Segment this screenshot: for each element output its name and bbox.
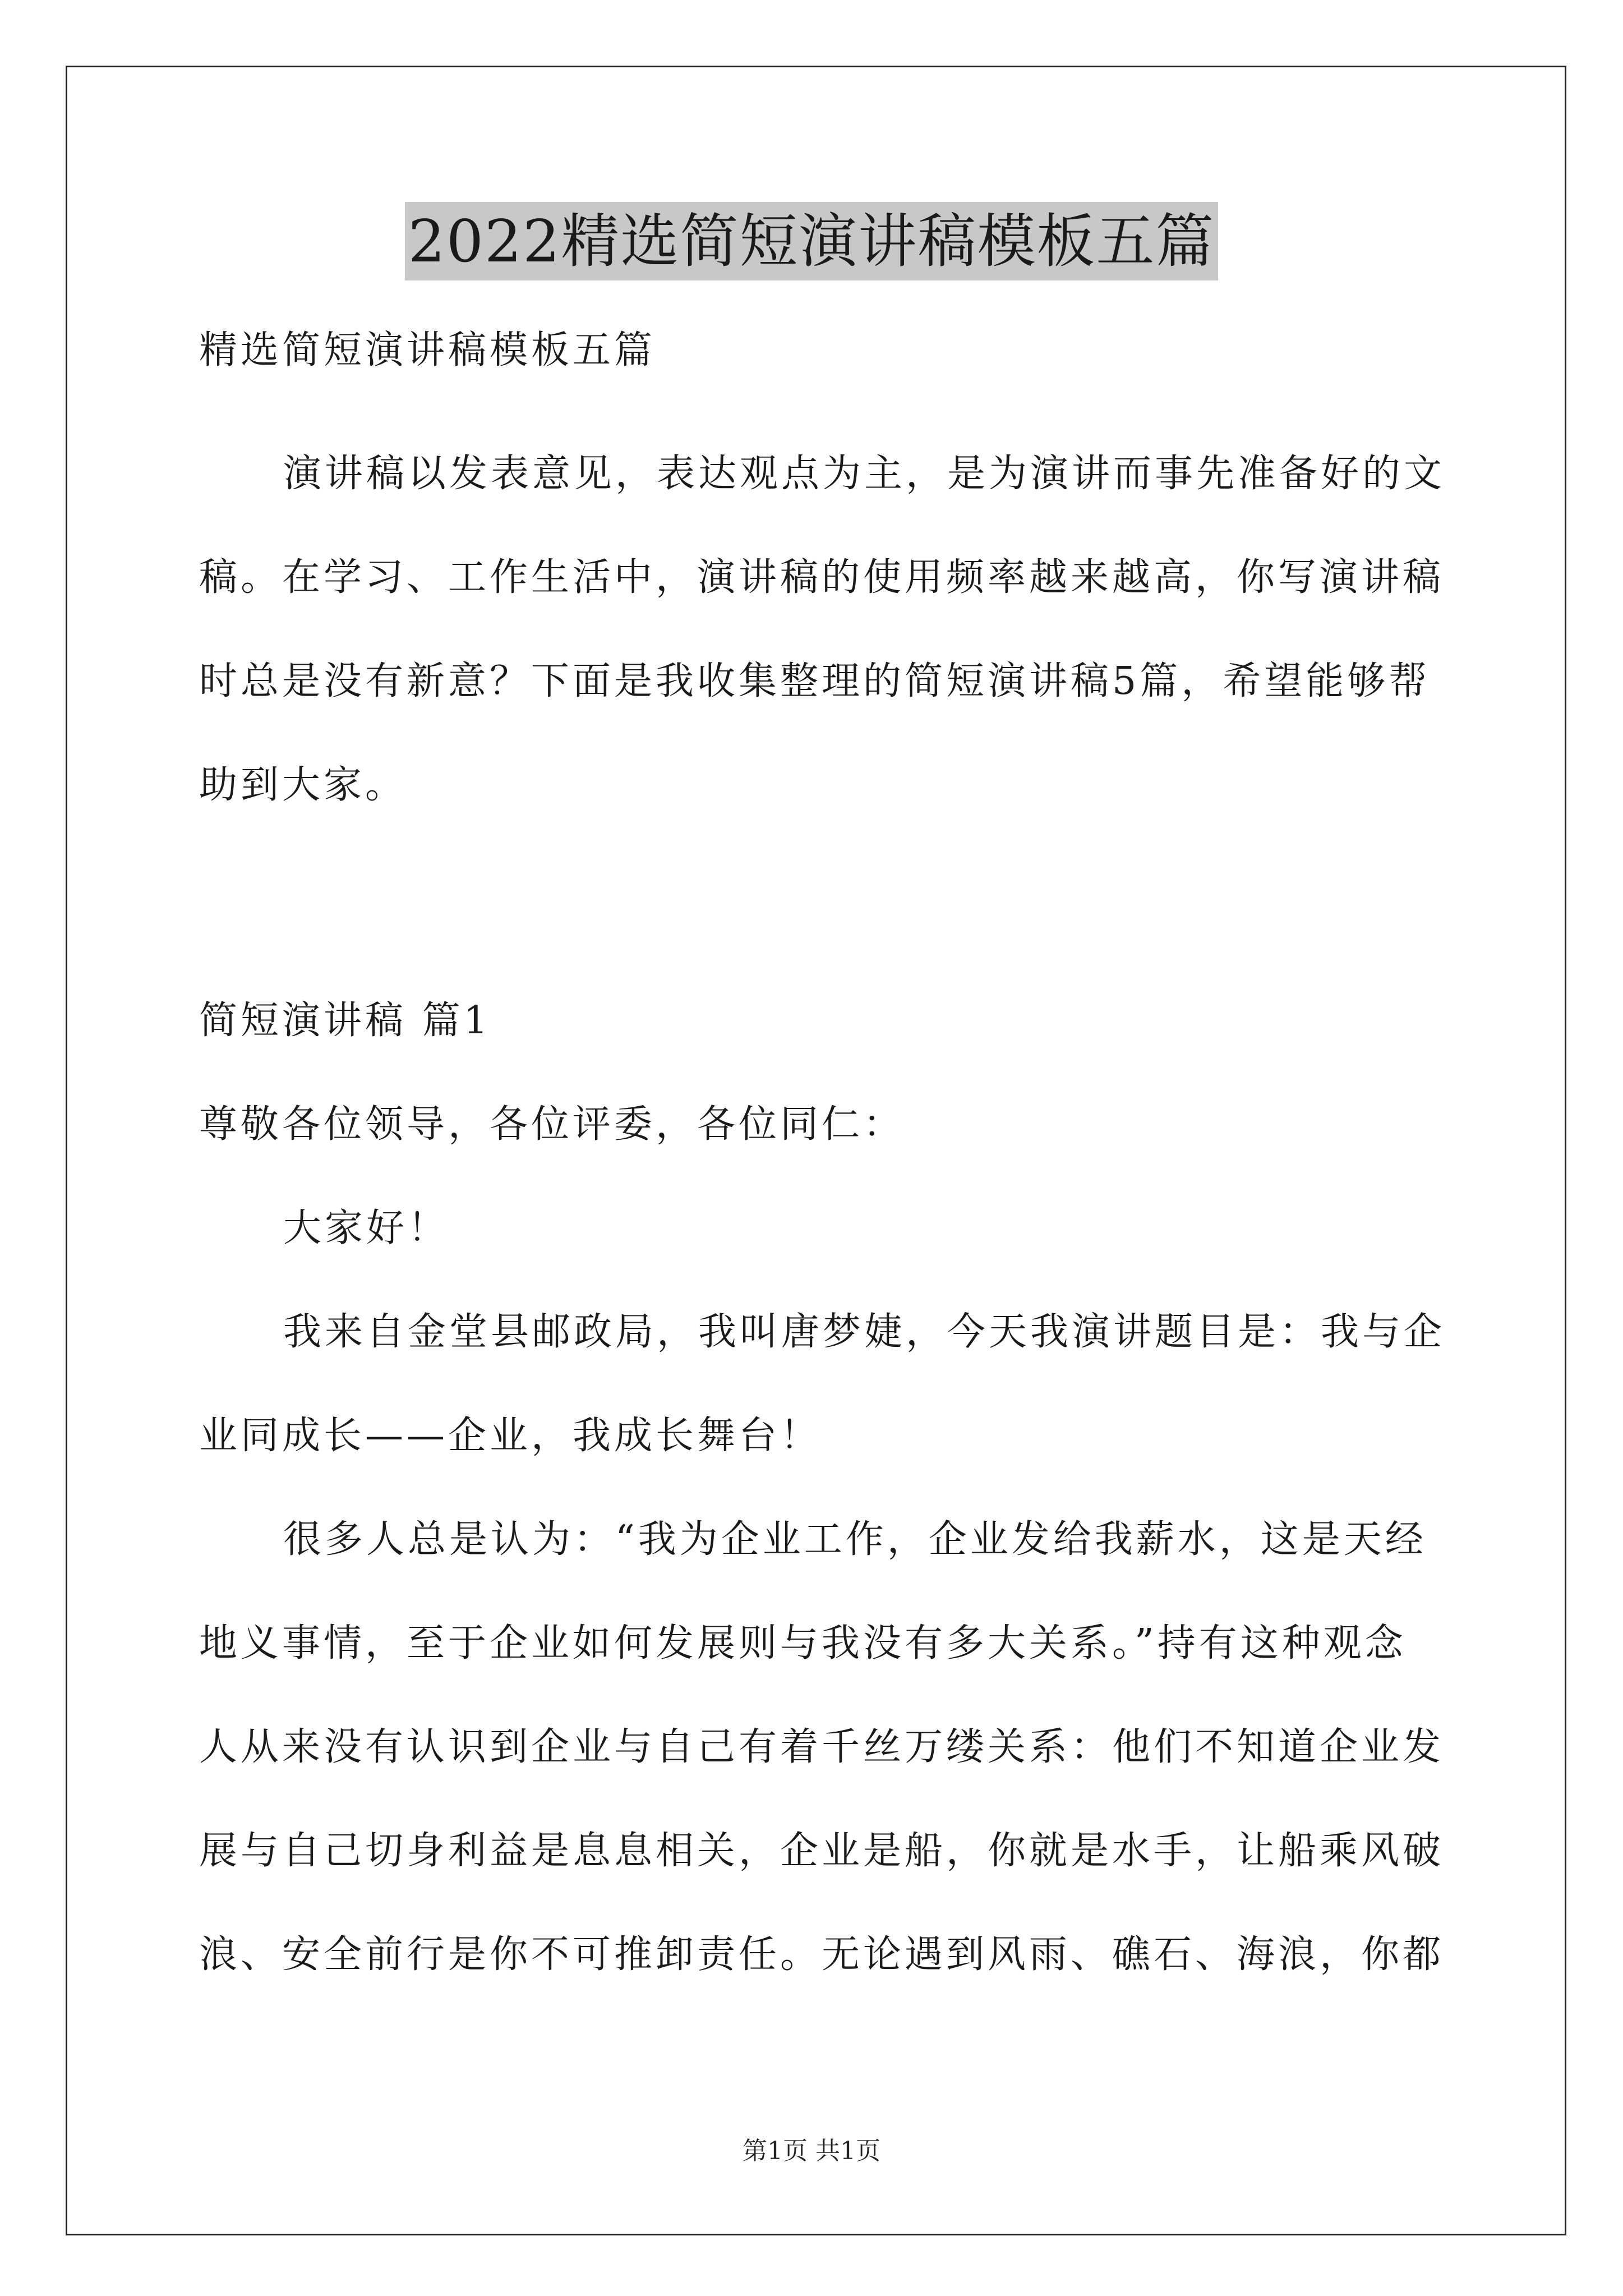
paragraph-line: 人从来没有认识到企业与自己有着千丝万缕关系：他们不知道企业发 xyxy=(199,1725,1445,1769)
paragraph-line: 浪、安全前行是你不可推卸责任。无论遇到风雨、礁石、海浪，你都 xyxy=(199,1932,1445,1977)
intro-line: 助到大家。 xyxy=(199,763,407,807)
greeting-line: 尊敬各位领导，各位评委，各位同仁： xyxy=(199,1102,905,1147)
paragraph-line: 我来自金堂县邮政局，我叫唐梦婕，今天我演讲题目是：我与企 xyxy=(283,1310,1446,1354)
hello-block xyxy=(199,1200,1433,1257)
page-footer: 第1页 共1页 xyxy=(743,2137,880,2165)
paragraph-line: 很多人总是认为：“我为企业工作，企业发给我薪水，这是天经 xyxy=(283,1517,1427,1562)
greeting-block xyxy=(199,1097,1433,1153)
intro-line: 稿。在学习、工作生活中，演讲稿的使用频率越来越高，你写演讲稿 xyxy=(199,555,1445,600)
paragraph-line: 地义事情，至于企业如何发展则与我没有多大关系。”持有这种观念 xyxy=(199,1621,1407,1665)
section-heading-block xyxy=(199,993,1433,1049)
paragraph-line: 业同成长——企业，我成长舞台！ xyxy=(199,1414,822,1458)
title-container xyxy=(0,202,1623,280)
section-heading: 简短演讲稿 篇1 xyxy=(199,999,491,1043)
intro-line: 演讲稿以发表意见，表达观点为主，是为演讲而事先准备好的文 xyxy=(283,452,1446,496)
document-title: 2022精选简短演讲稿模板五篇 xyxy=(405,202,1219,280)
paragraph-2 xyxy=(199,1512,1445,1983)
document-subtitle: 精选简短演讲稿模板五篇 xyxy=(199,328,656,372)
subtitle-block xyxy=(199,323,1433,379)
hello-line: 大家好！ xyxy=(283,1206,450,1250)
intro-line: 时总是没有新意？下面是我收集整理的简短演讲稿5篇，希望能够帮 xyxy=(199,659,1431,703)
paragraph-line: 展与自己切身利益是息息相关，企业是船，你就是水手，让船乘风破 xyxy=(199,1829,1445,1873)
paragraph-1 xyxy=(199,1304,1446,1464)
intro-paragraph xyxy=(199,446,1446,813)
